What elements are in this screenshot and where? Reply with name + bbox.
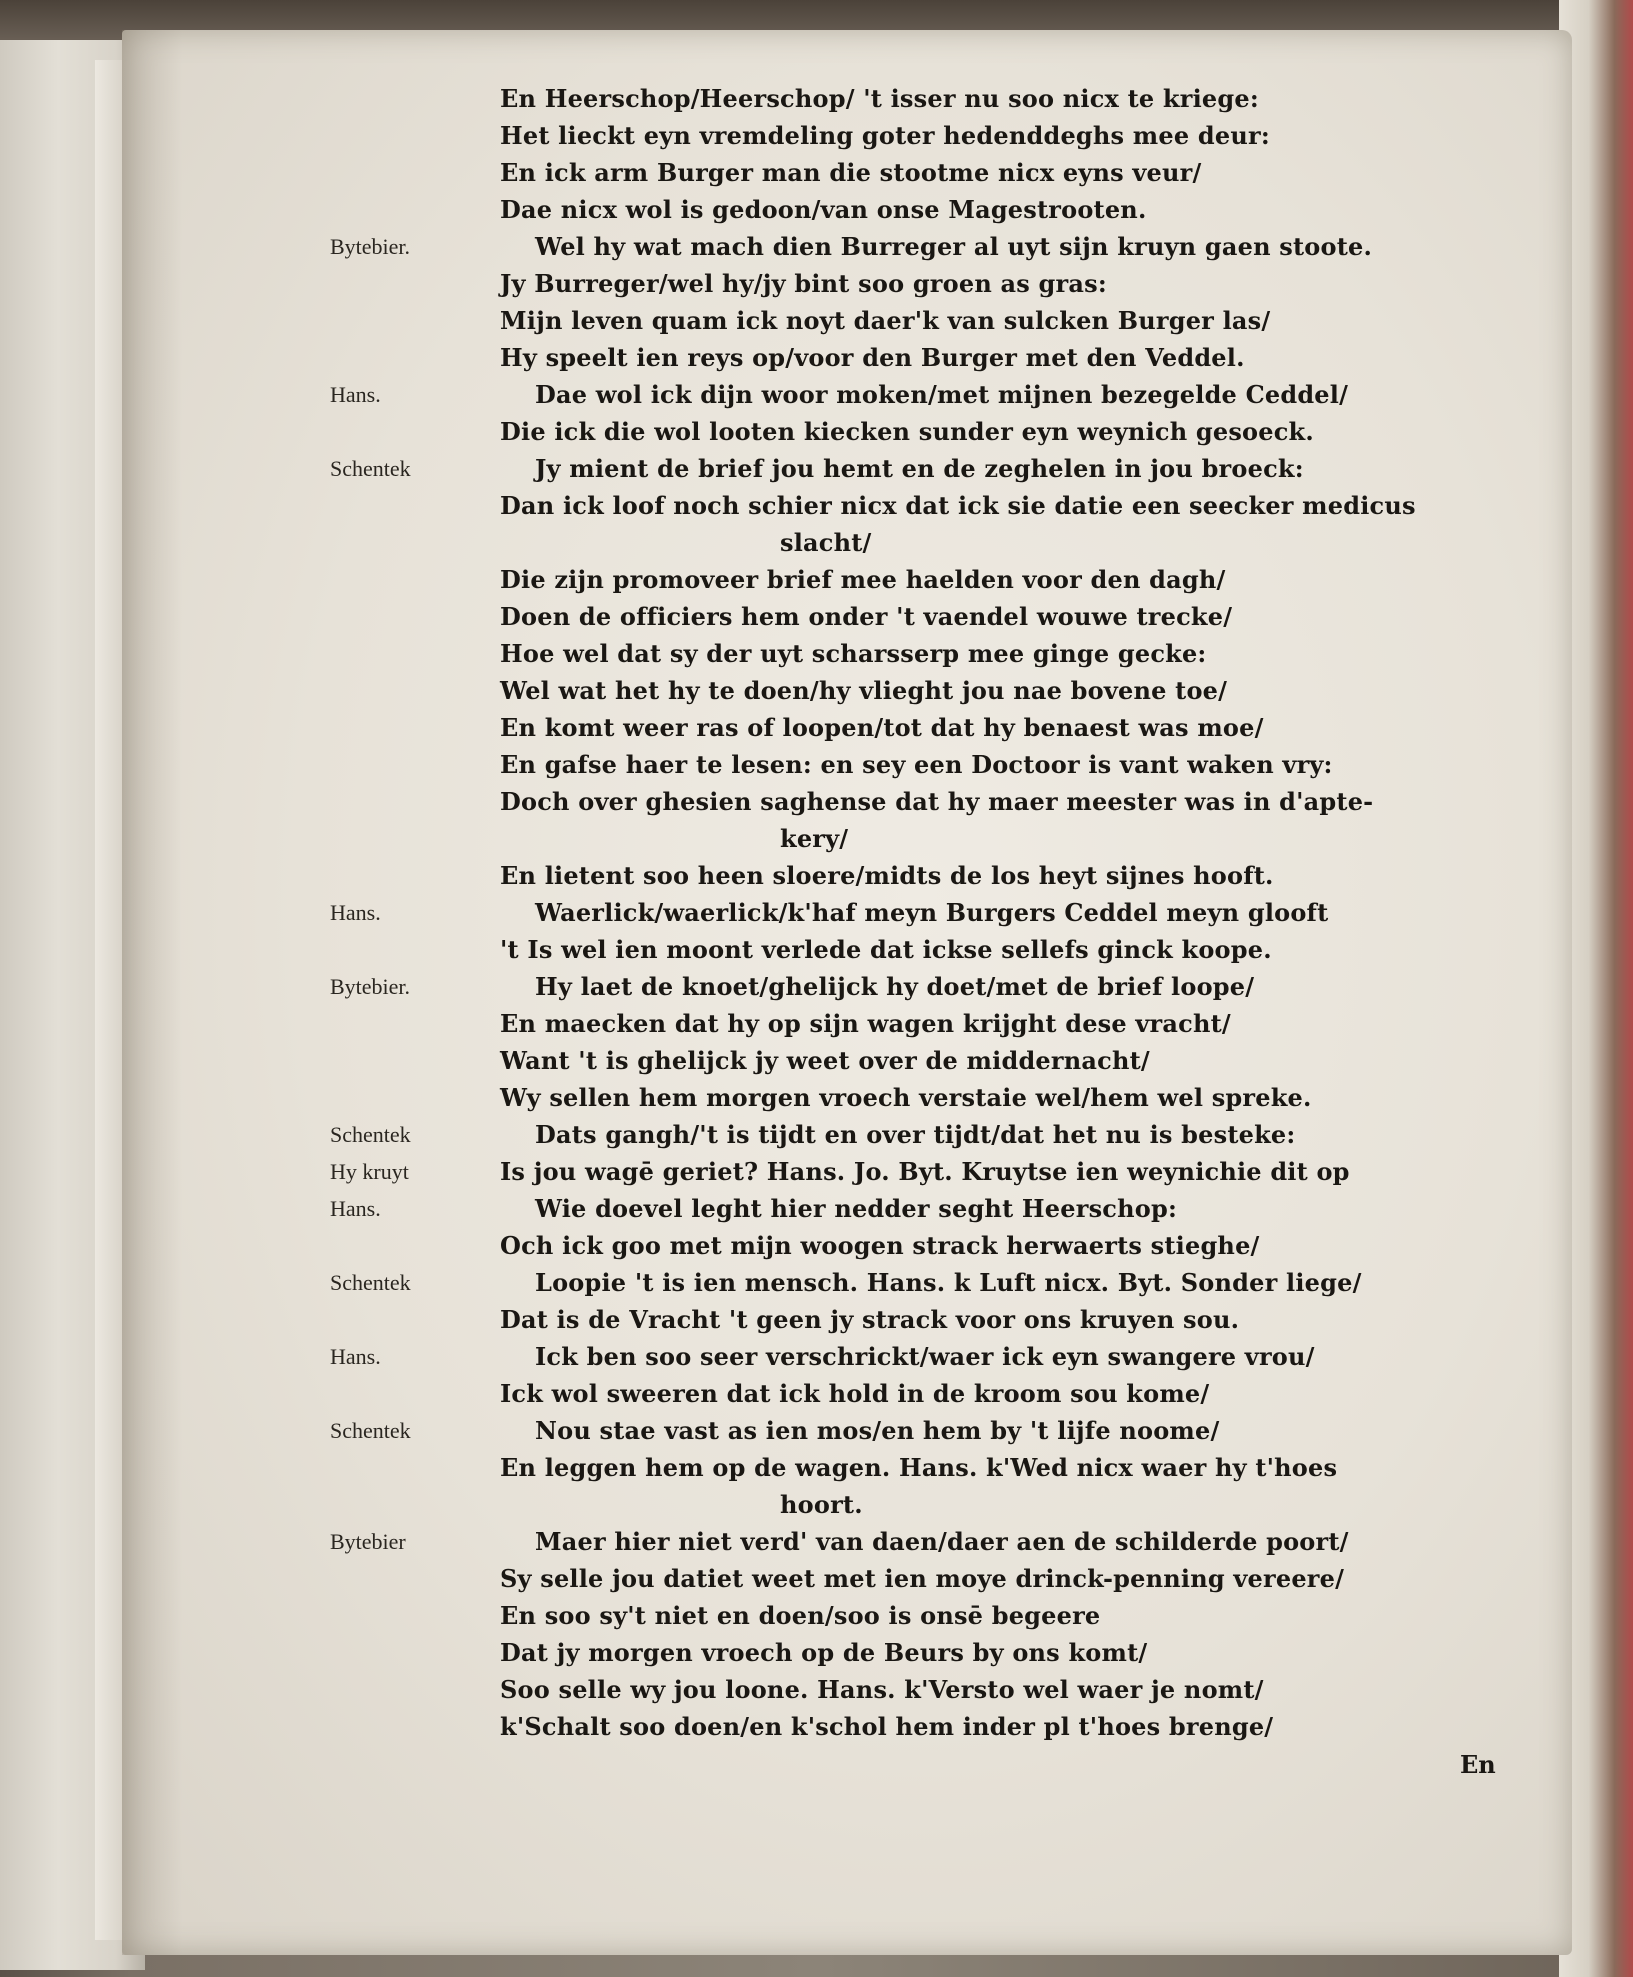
verse-text: Wie doevel leght hier nedder seght Heerschop: bbox=[535, 1194, 1177, 1223]
verse-line bbox=[330, 968, 1510, 1005]
verse-text: Nou stae vast as ien mos/en hem by 't lijfe noome/ bbox=[535, 1416, 1220, 1445]
verse-line bbox=[330, 598, 1510, 635]
verse-text: Dat is de Vracht 't geen jy strack voor ons kruyen sou. bbox=[500, 1305, 1240, 1334]
verse-line bbox=[330, 117, 1510, 154]
speaker-label: Hans. bbox=[330, 1344, 381, 1369]
verse-line bbox=[330, 857, 1510, 894]
verse-text: Het lieckt eyn vremdeling goter hedenddeghs mee deur: bbox=[500, 121, 1270, 150]
speaker-label: Schentek bbox=[330, 1270, 411, 1295]
verse-line bbox=[330, 413, 1510, 450]
verse-text-block bbox=[330, 80, 1510, 1745]
verse-text: Dae nicx wol is gedoon/van onse Magestrooten. bbox=[500, 195, 1147, 224]
verse-line bbox=[330, 1449, 1510, 1486]
verse-text: hoort. bbox=[780, 1490, 863, 1519]
verse-text: En gafse haer te lesen: en sey een Doctoor is vant waken vry: bbox=[500, 750, 1333, 779]
verse-line bbox=[330, 1301, 1510, 1338]
verse-line bbox=[330, 561, 1510, 598]
verse-line bbox=[330, 820, 1510, 857]
verse-text: Soo selle wy jou loone. Hans. k'Versto wel waer je nomt/ bbox=[500, 1675, 1264, 1704]
verse-text: Dat jy morgen vroech op de Beurs by ons komt/ bbox=[500, 1638, 1148, 1667]
verse-text: Hoe wel dat sy der uyt scharsserp mee ginge gecke: bbox=[500, 639, 1207, 668]
verse-line bbox=[330, 746, 1510, 783]
verse-text: k'Schalt soo doen/en k'schol hem inder pl t'hoes brenge/ bbox=[500, 1712, 1274, 1741]
verse-text: Hy laet de knoet/ghelijck hy doet/met de brief loope/ bbox=[535, 972, 1255, 1001]
speaker-label: Bytebier. bbox=[330, 234, 411, 259]
verse-line bbox=[330, 672, 1510, 709]
verse-text: Mijn leven quam ick noyt daer'k van sulcken Burger las/ bbox=[500, 306, 1271, 335]
speaker-label: Schentek bbox=[330, 456, 411, 481]
verse-text: Dae wol ick dijn woor moken/met mijnen bezegelde Ceddel/ bbox=[535, 380, 1349, 409]
speaker-label: Hans. bbox=[330, 1196, 381, 1221]
verse-line bbox=[330, 1671, 1510, 1708]
verse-line bbox=[330, 1116, 1510, 1153]
verse-line bbox=[330, 487, 1510, 524]
verse-text: Hy speelt ien reys op/voor den Burger met den Veddel. bbox=[500, 343, 1245, 372]
verse-text: Die ick die wol looten kiecken sunder eyn weynich gesoeck. bbox=[500, 417, 1314, 446]
verse-line bbox=[330, 894, 1510, 931]
speaker-label: Bytebier. bbox=[330, 974, 411, 999]
verse-line bbox=[330, 1560, 1510, 1597]
verse-line bbox=[330, 302, 1510, 339]
verse-text: slacht/ bbox=[780, 528, 872, 557]
verse-text: Dats gangh/'t is tijdt en over tijdt/dat het nu is besteke: bbox=[535, 1120, 1296, 1149]
verse-line bbox=[330, 709, 1510, 746]
verse-line bbox=[330, 1005, 1510, 1042]
verse-line bbox=[330, 1153, 1510, 1190]
verse-text: Wel hy wat mach dien Burreger al uyt sijn kruyn gaen stoote. bbox=[535, 232, 1372, 261]
verse-text: En Heerschop/Heerschop/ 't isser nu soo nicx te kriege: bbox=[500, 84, 1259, 113]
verse-text: Wy sellen hem morgen vroech verstaie wel/hem wel spreke. bbox=[500, 1083, 1312, 1112]
verse-line bbox=[330, 931, 1510, 968]
speaker-label: Schentek bbox=[330, 1122, 411, 1147]
verse-text: Ick ben soo seer verschrickt/waer ick eyn swangere vrou/ bbox=[535, 1342, 1315, 1371]
verse-text: En maecken dat hy op sijn wagen krijght dese vracht/ bbox=[500, 1009, 1231, 1038]
verse-line bbox=[330, 1227, 1510, 1264]
verse-line bbox=[330, 1523, 1510, 1560]
verse-line bbox=[330, 1486, 1510, 1523]
verse-line bbox=[330, 1338, 1510, 1375]
verse-text: Is jou wagē geriet? Hans. Jo. Byt. Kruytse ien weynichie dit op bbox=[500, 1157, 1350, 1186]
verse-line bbox=[330, 1042, 1510, 1079]
catchword: En bbox=[1460, 1750, 1496, 1779]
verse-line bbox=[330, 1412, 1510, 1449]
verse-line bbox=[330, 1079, 1510, 1116]
speaker-label: Hans. bbox=[330, 382, 381, 407]
verse-line bbox=[330, 228, 1510, 265]
verse-text: kery/ bbox=[780, 824, 849, 853]
verse-text: Dan ick loof noch schier nicx dat ick sie datie een seecker medicus bbox=[500, 491, 1416, 520]
verse-line bbox=[330, 635, 1510, 672]
verse-text: En lietent soo heen sloere/midts de los heyt sijnes hooft. bbox=[500, 861, 1274, 890]
speaker-label: Schentek bbox=[330, 1418, 411, 1443]
verse-text: En komt weer ras of loopen/tot dat hy benaest was moe/ bbox=[500, 713, 1264, 742]
gutter-shade bbox=[122, 30, 182, 1955]
verse-line bbox=[330, 80, 1510, 117]
verse-text: Doen de officiers hem onder 't vaendel wouwe trecke/ bbox=[500, 602, 1233, 631]
verse-text: Sy selle jou datiet weet met ien moye drinck-penning vereere/ bbox=[500, 1564, 1345, 1593]
verse-text: Jy mient de brief jou hemt en de zeghelen in jou broeck: bbox=[535, 454, 1304, 483]
verse-text: Doch over ghesien saghense dat hy maer meester was in d'apte- bbox=[500, 787, 1374, 816]
verse-line bbox=[330, 265, 1510, 302]
verse-text: Want 't is ghelijck jy weet over de middernacht/ bbox=[500, 1046, 1150, 1075]
verse-text: Loopie 't is ien mensch. Hans. k Luft nicx. Byt. Sonder liege/ bbox=[535, 1268, 1362, 1297]
verse-line bbox=[330, 191, 1510, 228]
verse-line bbox=[330, 1597, 1510, 1634]
verse-line bbox=[330, 376, 1510, 413]
verse-line bbox=[330, 154, 1510, 191]
verse-text: Wel wat het hy te doen/hy vlieght jou nae bovene toe/ bbox=[500, 676, 1228, 705]
verse-line bbox=[330, 1264, 1510, 1301]
verse-line bbox=[330, 450, 1510, 487]
verse-text: 't Is wel ien moont verlede dat ickse sellefs ginck koope. bbox=[500, 935, 1272, 964]
verse-text: Ick wol sweeren dat ick hold in de kroom sou kome/ bbox=[500, 1379, 1210, 1408]
verse-text: En leggen hem op de wagen. Hans. k'Wed nicx waer hy t'hoes bbox=[500, 1453, 1338, 1482]
verse-text: En ick arm Burger man die stootme nicx eyns veur/ bbox=[500, 158, 1202, 187]
verse-line bbox=[330, 783, 1510, 820]
verse-line bbox=[330, 1375, 1510, 1412]
speaker-label: Bytebier bbox=[330, 1529, 406, 1554]
verse-text: Waerlick/waerlick/k'haf meyn Burgers Ceddel meyn glooft bbox=[535, 898, 1329, 927]
verse-text: Maer hier niet verd' van daen/daer aen de schilderde poort/ bbox=[535, 1527, 1349, 1556]
speaker-label: Hans. bbox=[330, 900, 381, 925]
verse-text: Jy Burreger/wel hy/jy bint soo groen as gras: bbox=[500, 269, 1107, 298]
verse-line bbox=[330, 339, 1510, 376]
verse-text: Och ick goo met mijn woogen strack herwaerts stieghe/ bbox=[500, 1231, 1260, 1260]
speaker-label: Hy kruyt bbox=[330, 1159, 409, 1184]
verse-text: Die zijn promoveer brief mee haelden voor den dagh/ bbox=[500, 565, 1226, 594]
verse-line bbox=[330, 1634, 1510, 1671]
verse-line bbox=[330, 1708, 1510, 1745]
verse-text: En soo sy't niet en doen/soo is onsē begeere bbox=[500, 1601, 1101, 1630]
verse-line bbox=[330, 524, 1510, 561]
verse-line bbox=[330, 1190, 1510, 1227]
